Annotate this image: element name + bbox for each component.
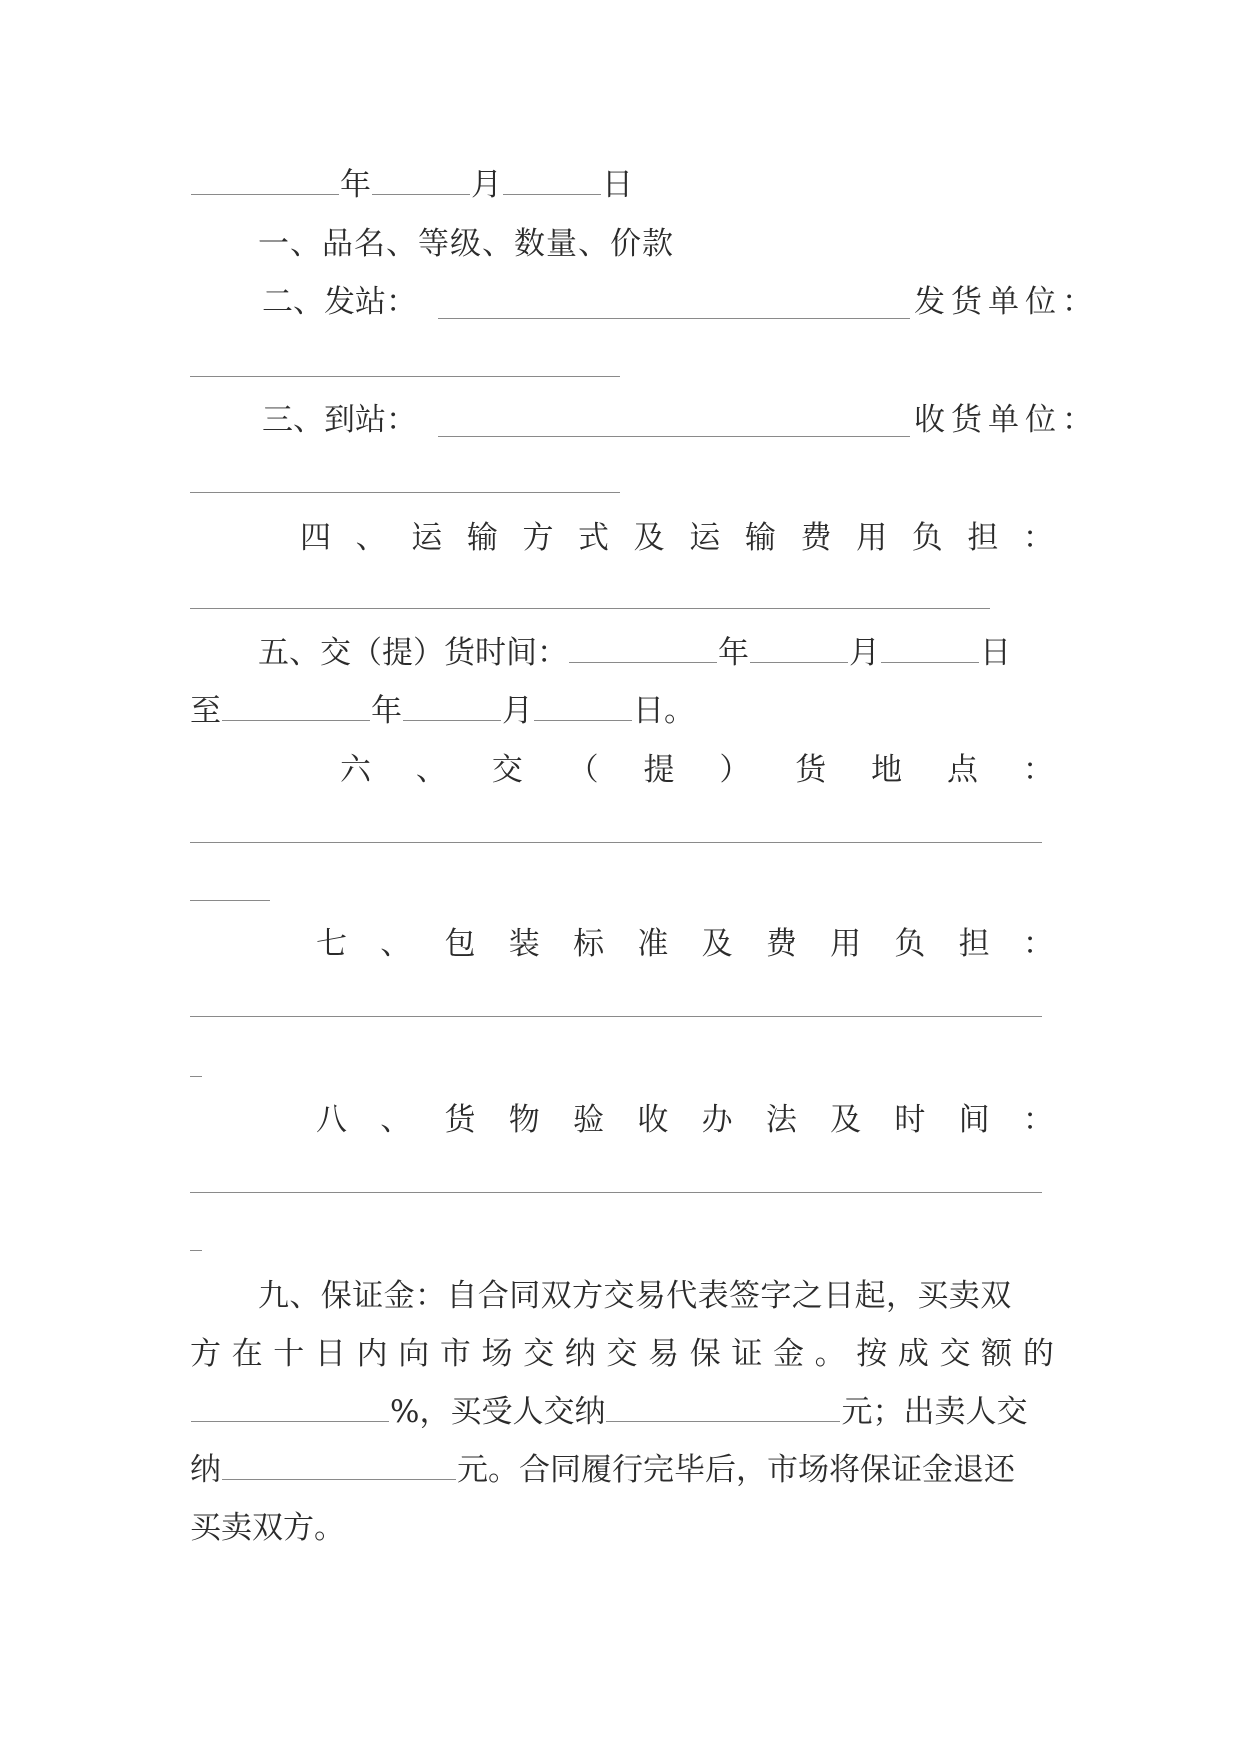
section-9-line-5: 买卖双方。	[190, 1510, 345, 1546]
departure-station-blank[interactable]	[438, 318, 910, 319]
inspection-blank[interactable]	[190, 1192, 1042, 1193]
seller-deposit-blank[interactable]	[222, 1478, 456, 1480]
shipper-unit-label: 发货单位：	[914, 284, 1099, 320]
section-1-title: 一、品名、等级、数量、价款	[258, 226, 674, 262]
delivery-place-blank[interactable]	[190, 842, 1042, 843]
section-8-title: 八 、 货 物 验 收 办 法 及 时 间 ：	[316, 1102, 1054, 1138]
deposit-percent-blank[interactable]	[191, 1420, 389, 1422]
year-label: 年	[340, 167, 371, 203]
end-day-blank[interactable]	[534, 719, 632, 721]
month-label: 月	[471, 167, 502, 203]
year-blank[interactable]	[191, 193, 339, 195]
section-5-line-2: 至 年 月 日。	[190, 693, 695, 729]
section-7-title: 七 、 包 装 标 准 及 费 用 负 担 ：	[316, 926, 1054, 962]
shipper-unit-blank[interactable]	[190, 376, 620, 377]
section-9-line-2: 方 在 十 日 内 向 市 场 交 纳 交 易 保 证 金 。 按 成 交 额 的	[190, 1336, 1054, 1372]
section-9-line-3: %，买受人交纳 元；出卖人交	[190, 1392, 1027, 1432]
start-year-blank[interactable]	[569, 661, 717, 663]
section-5-line-1: 五、交（提）货时间： 年 月 日	[258, 635, 1011, 671]
end-month-blank[interactable]	[403, 719, 501, 721]
packaging-blank[interactable]	[190, 1016, 1042, 1017]
end-year-blank[interactable]	[222, 719, 370, 721]
transport-method-blank[interactable]	[190, 608, 990, 609]
buyer-deposit-blank[interactable]	[606, 1420, 840, 1422]
consignee-unit-blank[interactable]	[190, 492, 620, 493]
start-day-blank[interactable]	[881, 661, 979, 663]
section-4-title: 四 、 运 输 方 式 及 运 输 费 用 负 担 ：	[300, 520, 1054, 556]
consignee-unit-label: 收货单位：	[914, 402, 1099, 438]
inspection-blank-cont[interactable]	[190, 1250, 202, 1251]
month-blank[interactable]	[372, 193, 470, 195]
packaging-blank-cont[interactable]	[190, 1076, 202, 1077]
day-blank[interactable]	[503, 193, 601, 195]
section-9-line-1: 九、保证金：自合同双方交易代表签字之日起，买卖双	[258, 1278, 1012, 1314]
section-2-label: 二、发站：	[262, 284, 417, 320]
section-6-title: 六 、 交 （ 提 ） 货 地 点 ：	[340, 752, 1054, 788]
delivery-place-blank-cont[interactable]	[190, 900, 270, 901]
day-label: 日	[602, 167, 633, 203]
delivery-time-label: 五、交（提）货时间：	[258, 635, 568, 671]
section-9-line-4: 纳 元。合同履行完毕后，市场将保证金退还	[190, 1452, 1015, 1488]
date-line	[190, 165, 633, 205]
arrival-station-blank[interactable]	[438, 436, 910, 437]
start-month-blank[interactable]	[750, 661, 848, 663]
section-3-label: 三、到站：	[262, 402, 417, 438]
